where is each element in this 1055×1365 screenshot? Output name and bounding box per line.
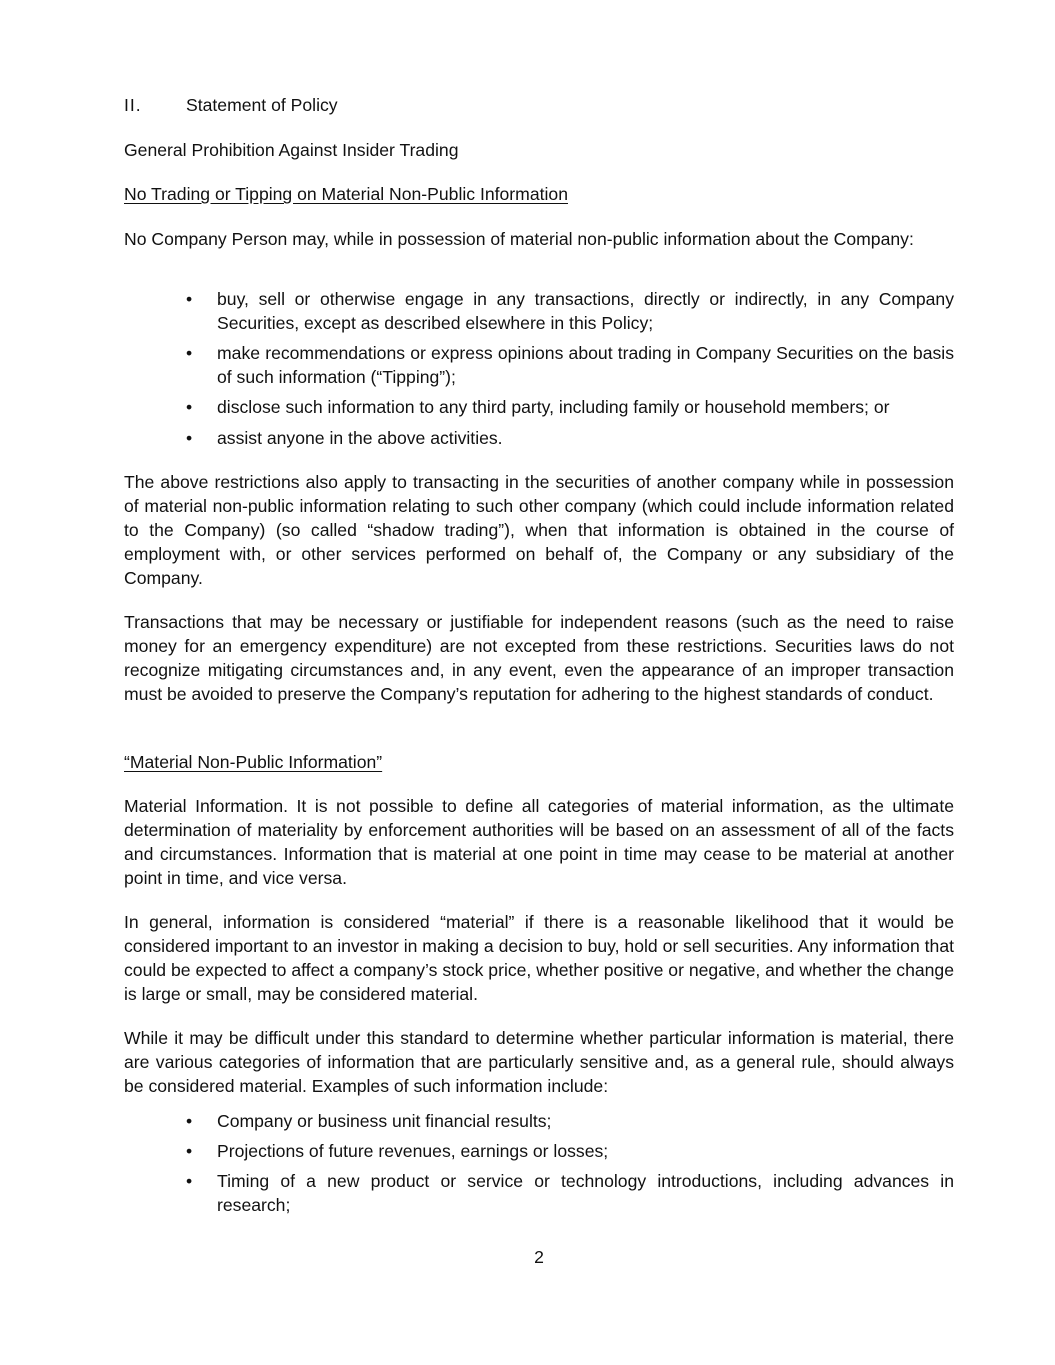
- exceptions-paragraph: Transactions that may be necessary or justifiable for independent reasons (such as the need to raise money for an emergency expenditure) are not excepted from these restrictions. Securities laws do not recognize mitigating circumstances and, in any event, even the appearance of an improper transaction must be avoided to preserve the Company’s reputation for adhering to the highest standards of conduct.: [124, 612, 954, 704]
- list-item: • assist anyone in the above activities.: [186, 428, 503, 448]
- bullet-icon: •: [186, 1171, 193, 1191]
- mnpi-heading: “Material Non-Public Information”: [124, 752, 383, 772]
- intro-paragraph: No Company Person may, while in possession of material non-public information about the Company:: [124, 229, 914, 249]
- section-heading: [124, 93, 954, 117]
- section-number: II.: [124, 95, 142, 115]
- subheading: General Prohibition Against Insider Trading: [124, 140, 459, 160]
- bullet-icon: •: [186, 428, 193, 448]
- bullet-icon: •: [186, 343, 193, 363]
- tipping-heading: No Trading or Tipping on Material Non-Public Information: [124, 184, 568, 204]
- bullet-icon: •: [186, 397, 193, 417]
- in-general-paragraph: In general, information is considered “material” if there is a reasonable likelihood that it would be considered important to an investor in making a decision to buy, hold or sell securities. Any information that could be expected to affect a company’s stock price, whether positive or negative, and whether the change is large or small, may be considered material.: [124, 912, 954, 1004]
- bullet-icon: •: [186, 1141, 193, 1161]
- material-examples-list: [186, 1109, 954, 1217]
- list-item: • Company or business unit financial results;: [186, 1111, 552, 1131]
- page-number: 2: [534, 1247, 544, 1267]
- material-info-paragraph: Material Information. It is not possible to define all categories of material information, as the ultimate determination of materiality by enforcement authorities will be based on an assessment of all of the facts and circumstances. Information that is material at one point in time may cease to be material at another point in time, and vice versa.: [124, 796, 954, 888]
- bullet-icon: •: [186, 289, 193, 309]
- list-item: • Projections of future revenues, earnings or losses;: [186, 1141, 609, 1161]
- list-item: • disclose such information to any third party, including family or household members; or: [186, 397, 890, 417]
- prohibited-actions-list: [186, 287, 954, 450]
- list-item: • buy, sell or otherwise engage in any transactions, directly or indirectly, in any Company Securities, except as described elsewhere in this Policy;: [186, 289, 954, 333]
- bullet-icon: •: [186, 1111, 193, 1131]
- shadow-trading-paragraph: The above restrictions also apply to transacting in the securities of another company while in possession of material non-public information relating to such other company (which could include information related to the Company) (so called “shadow trading”), when that information is obtained in the course of employment with, or other services performed on behalf of, the Company or any subsidiary of the Company.: [124, 472, 954, 588]
- list-item: • Timing of a new product or service or technology introductions, including advances in research;: [186, 1171, 954, 1215]
- categories-paragraph: While it may be difficult under this standard to determine whether particular information is material, there are various categories of information that are particularly sensitive and, as a general rule, should always be considered material. Examples of such information include:: [124, 1028, 954, 1096]
- section-title: Statement of Policy: [186, 95, 338, 115]
- list-item: • make recommendations or express opinions about trading in Company Securities on the basis of such information (“Tipping”);: [186, 343, 954, 387]
